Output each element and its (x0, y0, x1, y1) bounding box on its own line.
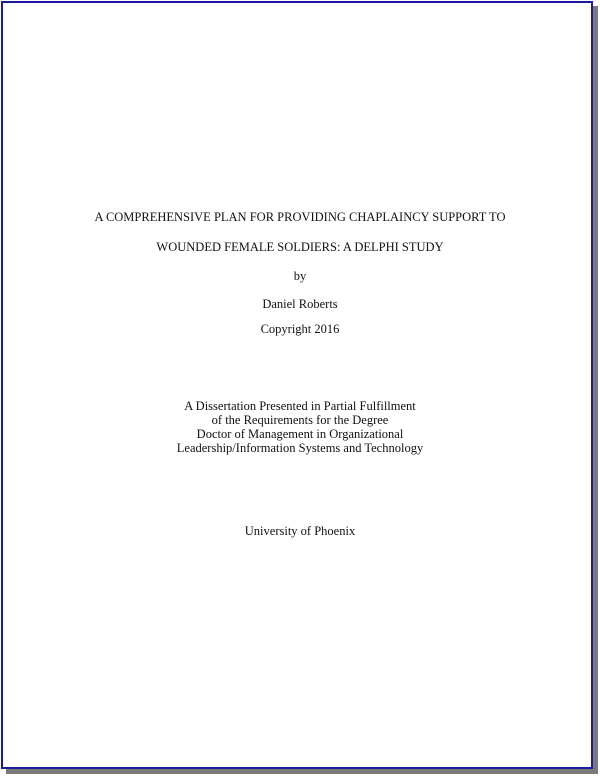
page-shadow-right (593, 6, 598, 772)
degree-statement-line: Doctor of Management in Organizational (196, 427, 404, 441)
page-shadow-bottom (6, 769, 598, 774)
copyright-notice: Copyright 2016 (260, 322, 340, 336)
by-label: by (293, 269, 307, 283)
page-border (1, 1, 593, 769)
degree-statement (0, 399, 600, 455)
institution-name: University of Phoenix (244, 524, 356, 538)
dissertation-title-line-2: WOUNDED FEMALE SOLDIERS: A DELPHI STUDY (156, 240, 444, 254)
author-name: Daniel Roberts (262, 297, 338, 311)
degree-statement-line: Leadership/Information Systems and Technology (176, 441, 424, 455)
degree-statement-line: A Dissertation Presented in Partial Fulfillment (184, 399, 416, 413)
degree-statement-line: of the Requirements for the Degree (211, 413, 389, 427)
dissertation-title-line-1: A COMPREHENSIVE PLAN FOR PROVIDING CHAPLAINCY SUPPORT TO (94, 210, 506, 224)
